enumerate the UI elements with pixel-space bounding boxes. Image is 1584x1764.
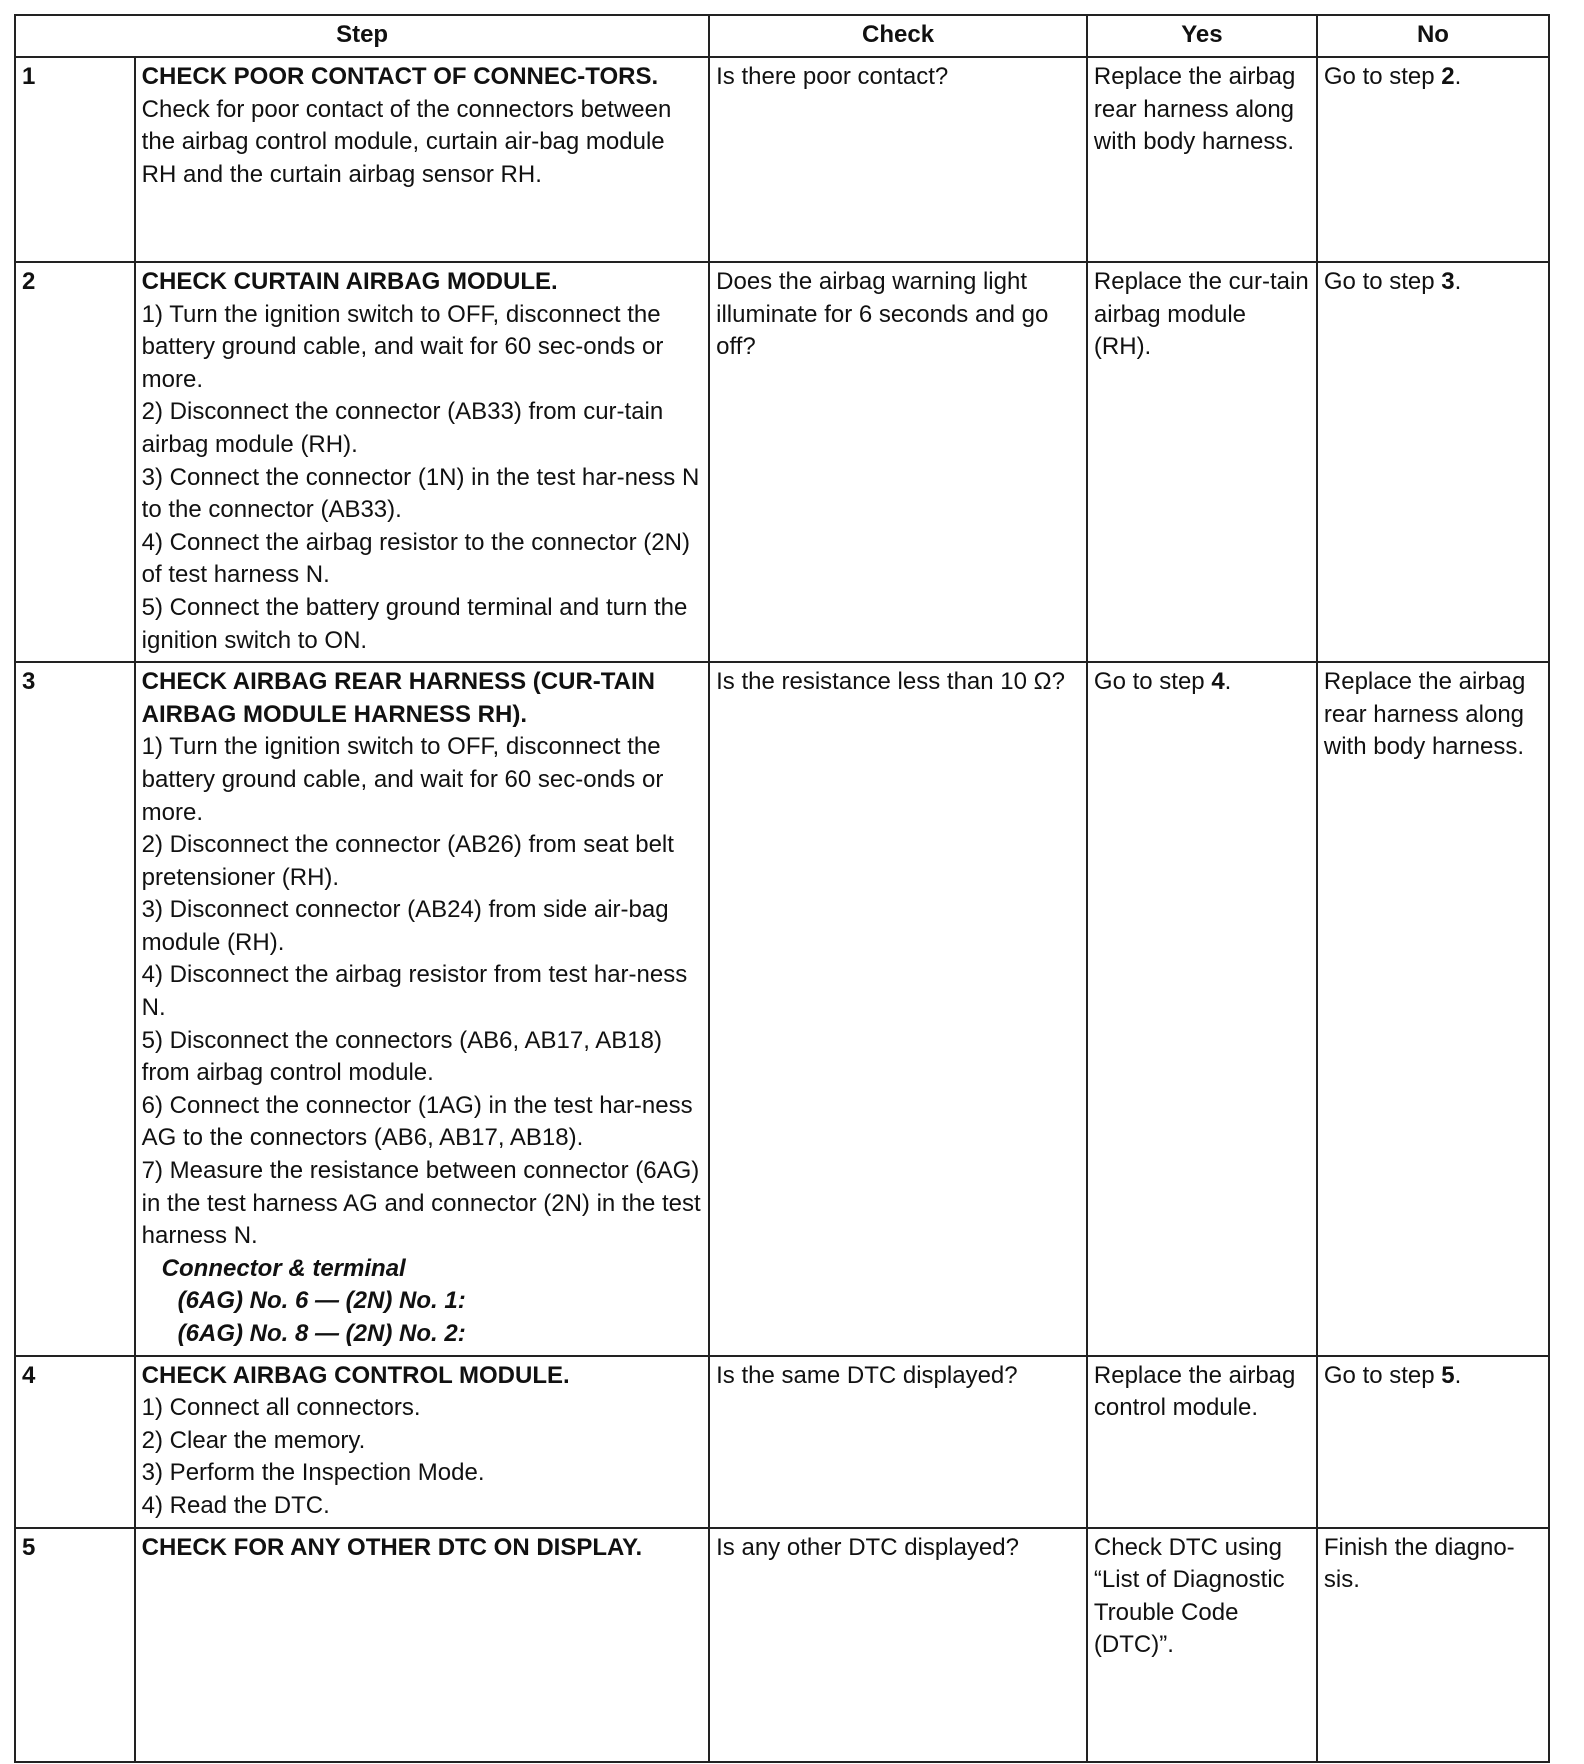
step-cell: [135, 662, 709, 1355]
table-row: [15, 1356, 1549, 1528]
no-cell: Finish the diagno-sis.: [1317, 1528, 1549, 1762]
step-cell: [135, 57, 709, 262]
step-title: CHECK POOR CONTACT OF CONNEC-TORS.: [141, 63, 659, 90]
step-instruction: 1) Connect all connectors.: [141, 1394, 421, 1422]
check-cell: Is the same DTC displayed?: [709, 1356, 1087, 1528]
step-instruction: 3) Perform the Inspection Mode.: [141, 1459, 485, 1487]
step-instruction: 2) Disconnect the connector (AB26) from seat belt pretensioner (RH).: [141, 831, 674, 891]
step-instruction: Check for poor contact of the connectors between the airbag control module, curtain air-bag module RH and the curtain airbag sensor RH.: [141, 95, 672, 188]
connector-heading: Connector & terminal: [161, 1254, 406, 1282]
step-title: CHECK FOR ANY OTHER DTC ON DISPLAY.: [141, 1533, 643, 1561]
step-instruction: 1) Turn the ignition switch to OFF, disconnect the battery ground cable, and wait for 60 sec-onds or more.: [141, 300, 664, 393]
step-reference: 2: [1441, 63, 1455, 90]
table-row: [15, 262, 1549, 662]
step-number: 5: [15, 1528, 135, 1762]
no-cell: [1317, 1356, 1549, 1528]
connector-terminal-line: (6AG) No. 6 — (2N) No. 1:: [177, 1287, 466, 1315]
table-row: [15, 1528, 1549, 1762]
step-number: 1: [15, 57, 135, 262]
check-cell: Is any other DTC displayed?: [709, 1528, 1087, 1762]
check-cell: Is the resistance less than 10 Ω?: [709, 662, 1087, 1355]
header-check: Check: [709, 15, 1087, 57]
no-text: Go to step: [1323, 268, 1442, 295]
yes-cell: Check DTC using “List of Diagnostic Trouble Code (DTC)”.: [1087, 1528, 1317, 1762]
no-cell: [1317, 57, 1549, 262]
step-instruction: 5) Disconnect the connectors (AB6, AB17, AB18) from airbag control module.: [141, 1026, 662, 1087]
no-cell: Replace the airbag rear harness along with body harness.: [1317, 662, 1549, 1355]
yes-suffix: .: [1224, 668, 1232, 696]
header-row: [15, 15, 1549, 57]
step-instruction: 2) Disconnect the connector (AB33) from cur-tain airbag module (RH).: [141, 398, 664, 458]
table-row: [15, 57, 1549, 262]
step-cell: [135, 1528, 709, 1762]
connector-terminal-line: (6AG) No. 8 — (2N) No. 2:: [177, 1320, 466, 1347]
no-cell: [1317, 262, 1549, 662]
step-instruction: 6) Connect the connector (1AG) in the test har-ness AG to the connectors (AB6, AB17, AB18).: [141, 1091, 693, 1152]
step-instruction: 4) Connect the airbag resistor to the connector (2N) of test harness N.: [141, 528, 690, 589]
yes-cell: Replace the cur-tain airbag module (RH).: [1087, 262, 1317, 662]
header-no: No: [1317, 15, 1549, 57]
step-instruction: 1) Turn the ignition switch to OFF, disconnect the battery ground cable, and wait for 60 sec-onds or more.: [141, 733, 664, 826]
no-suffix: .: [1454, 63, 1462, 90]
step-instruction: 4) Read the DTC.: [141, 1491, 330, 1519]
yes-cell: Replace the airbag control module.: [1087, 1356, 1317, 1528]
no-text: Go to step: [1323, 1361, 1442, 1389]
check-cell: Does the airbag warning light illuminate for 6 seconds and go off?: [709, 262, 1087, 662]
step-reference: 3: [1441, 268, 1455, 295]
step-title: CHECK CURTAIN AIRBAG MODULE.: [141, 268, 558, 295]
yes-cell: Replace the airbag rear harness along with body harness.: [1087, 57, 1317, 262]
step-number: 4: [15, 1356, 135, 1528]
table-row: [15, 662, 1549, 1355]
step-instruction: 5) Connect the battery ground terminal and turn the ignition switch to ON.: [141, 593, 688, 654]
diagnostic-table: [14, 14, 1550, 1763]
check-cell: Is there poor contact?: [709, 57, 1087, 262]
step-instruction: 2) Clear the memory.: [141, 1426, 366, 1454]
step-instruction: 4) Disconnect the airbag resistor from test har-ness N.: [141, 961, 688, 1022]
no-suffix: .: [1454, 268, 1462, 295]
step-number: 3: [15, 662, 135, 1355]
step-title: CHECK AIRBAG CONTROL MODULE.: [141, 1361, 570, 1389]
step-cell: [135, 1356, 709, 1528]
step-reference: 4: [1211, 668, 1225, 696]
step-title: CHECK AIRBAG REAR HARNESS (CUR-TAIN AIRBAG MODULE HARNESS RH).: [141, 668, 655, 728]
step-cell: [135, 262, 709, 662]
step-instruction: 7) Measure the resistance between connector (6AG) in the test harness AG and connector (2N) in the test harness N.: [141, 1157, 701, 1250]
no-suffix: .: [1454, 1361, 1462, 1389]
step-number: 2: [15, 262, 135, 662]
no-text: Go to step: [1323, 63, 1442, 90]
header-yes: Yes: [1087, 15, 1317, 57]
step-reference: 5: [1441, 1361, 1455, 1389]
yes-cell: [1087, 662, 1317, 1355]
step-instruction: 3) Disconnect connector (AB24) from side air-bag module (RH).: [141, 896, 669, 956]
header-step: Step: [15, 15, 709, 57]
step-instruction: 3) Connect the connector (1N) in the test har-ness N to the connector (AB33).: [141, 463, 700, 524]
yes-text: Go to step: [1093, 668, 1212, 696]
